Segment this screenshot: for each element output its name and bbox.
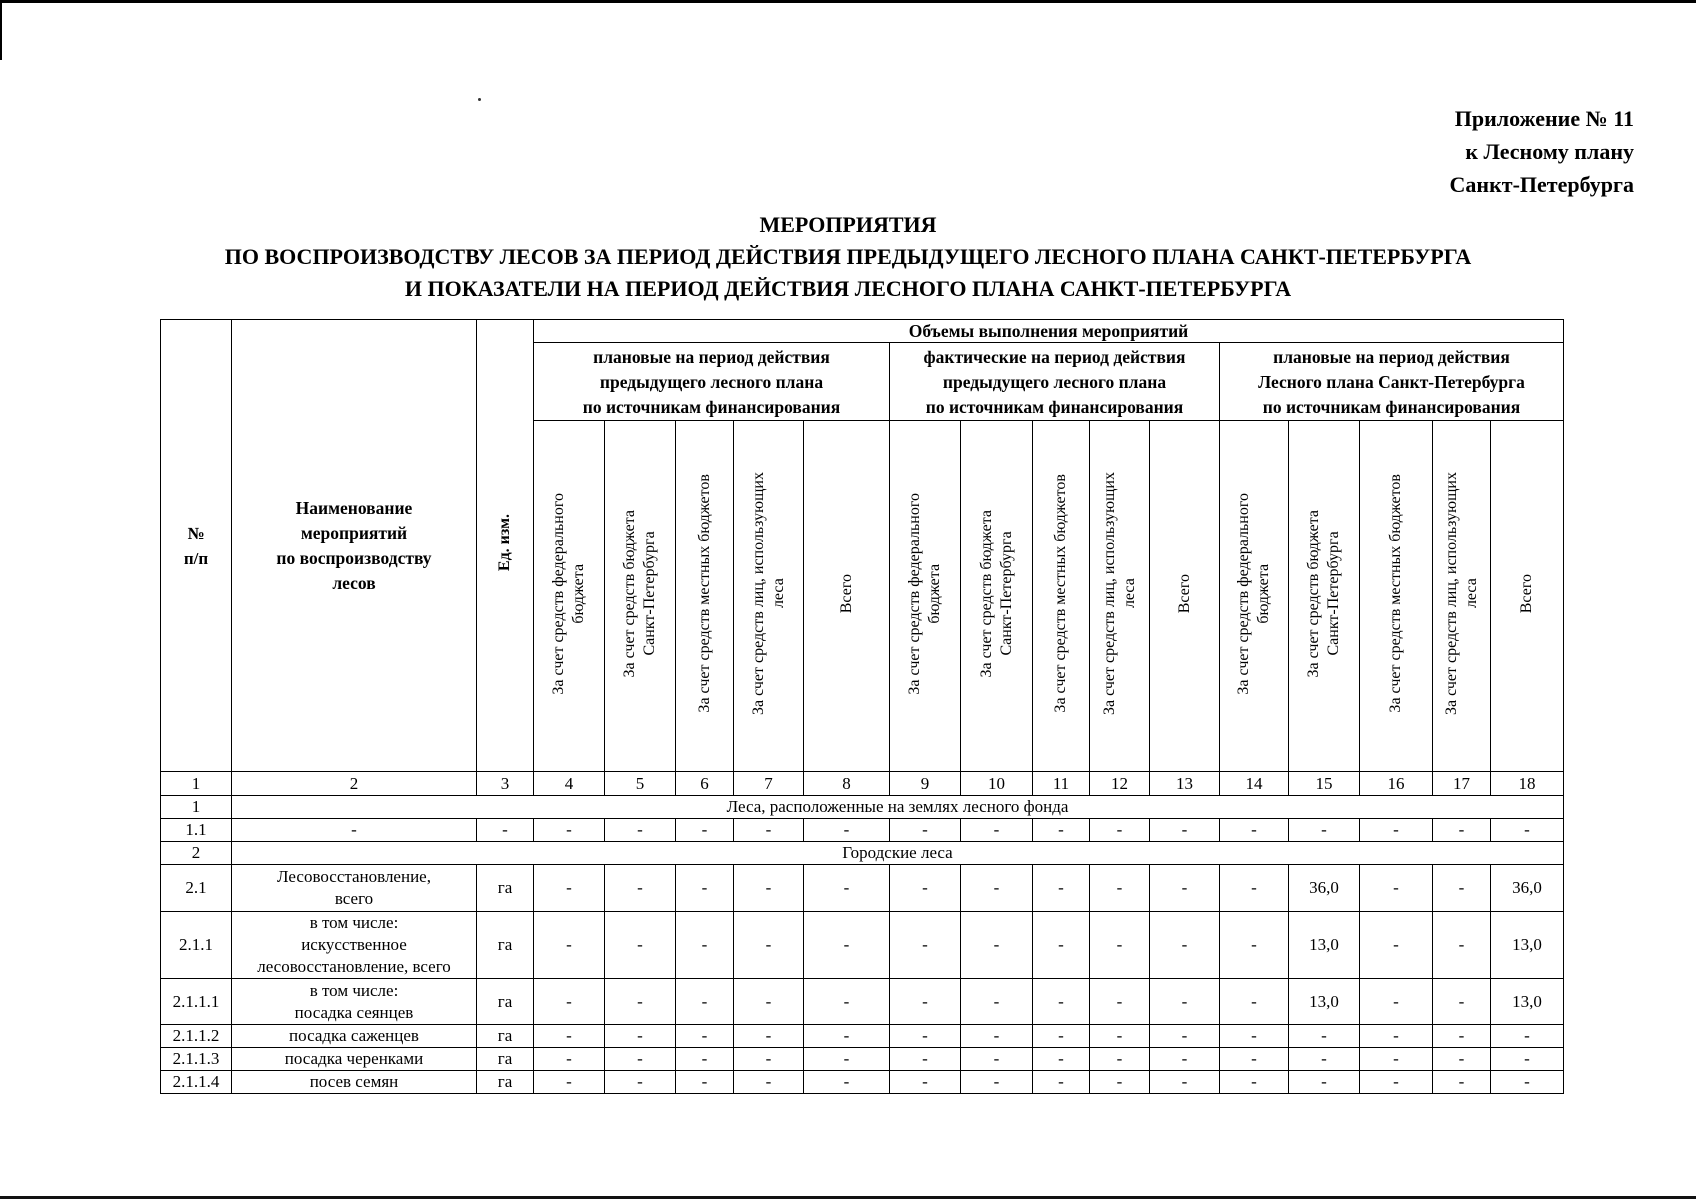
column-number-9: 9 — [890, 772, 961, 796]
subheader-federal-1: За счет средств федерального бюджета — [534, 421, 605, 772]
row-value-col-13: - — [1150, 1071, 1220, 1094]
column-number-16: 16 — [1360, 772, 1433, 796]
row-value-col-4: - — [534, 912, 605, 979]
section-row-forest-fund — [161, 796, 1564, 819]
row-value-col-17: - — [1433, 979, 1491, 1025]
table-row — [161, 979, 1564, 1025]
row-value-col-4: - — [534, 865, 605, 912]
row-value-col-12: - — [1090, 819, 1150, 842]
row-value-col-7: - — [734, 1025, 804, 1048]
row-value-col-13: - — [1150, 979, 1220, 1025]
row-value-col-5: - — [605, 912, 676, 979]
row-number: 2.1.1 — [161, 912, 232, 979]
section-title: Городские леса — [232, 842, 1564, 865]
scan-speck — [478, 98, 481, 101]
header-group-planned-current: плановые на период действия Лесного плана Санкт-Петербурга по источникам финансирования — [1220, 343, 1564, 421]
subheader-local-2: За счет средств местных бюджетов — [1033, 421, 1090, 772]
row-number: 2.1.1.4 — [161, 1071, 232, 1094]
row-value-col-14: - — [1220, 979, 1289, 1025]
row-value-col-6: - — [676, 1071, 734, 1094]
row-value-col-14: - — [1220, 1071, 1289, 1094]
section-number: 2 — [161, 842, 232, 865]
row-measure-name: в том числе: посадка сеянцев — [232, 979, 477, 1025]
row-value-col-15: - — [1289, 1071, 1360, 1094]
row-measure-name: посев семян — [232, 1071, 477, 1094]
table-row — [161, 1048, 1564, 1071]
column-number-1: 1 — [161, 772, 232, 796]
row-value-col-18: 36,0 — [1491, 865, 1564, 912]
row-value-col-13: - — [1150, 1025, 1220, 1048]
row-value-col-7: - — [734, 1071, 804, 1094]
column-number-14: 14 — [1220, 772, 1289, 796]
row-value-col-11: - — [1033, 912, 1090, 979]
row-value-col-10: - — [961, 1071, 1033, 1094]
row-number: 2.1 — [161, 865, 232, 912]
subheader-total-1: Всего — [804, 421, 890, 772]
row-value-col-16: - — [1360, 979, 1433, 1025]
row-unit: га — [477, 979, 534, 1025]
table-row — [161, 912, 1564, 979]
row-measure-name: - — [232, 819, 477, 842]
row-value-col-13: - — [1150, 865, 1220, 912]
row-measure-name: Лесовосстановление, всего — [232, 865, 477, 912]
bottom-border-line — [0, 1196, 1696, 1199]
subheader-local-3: За счет средств местных бюджетов — [1360, 421, 1433, 772]
table-row — [161, 819, 1564, 842]
row-value-col-9: - — [890, 1025, 961, 1048]
row-value-col-11: - — [1033, 819, 1090, 842]
row-value-col-5: - — [605, 979, 676, 1025]
column-number-7: 7 — [734, 772, 804, 796]
subheader-users-2: За счет средств лиц, использующих леса — [1090, 421, 1150, 772]
top-border-line — [0, 0, 1696, 3]
row-value-col-11: - — [1033, 1071, 1090, 1094]
subheader-users-3: За счет средств лиц, использующих леса — [1433, 421, 1491, 772]
column-number-6: 6 — [676, 772, 734, 796]
header-unit-label: Ед. изм. — [496, 514, 513, 572]
column-number-13: 13 — [1150, 772, 1220, 796]
row-value-col-10: - — [961, 1048, 1033, 1071]
row-unit: га — [477, 912, 534, 979]
row-value-col-7: - — [734, 865, 804, 912]
row-value-col-4: - — [534, 819, 605, 842]
row-value-col-17: - — [1433, 1048, 1491, 1071]
row-value-col-13: - — [1150, 912, 1220, 979]
row-value-col-18: - — [1491, 1025, 1564, 1048]
table-row — [161, 1071, 1564, 1094]
table-row — [161, 1025, 1564, 1048]
row-value-col-7: - — [734, 912, 804, 979]
row-value-col-12: - — [1090, 1048, 1150, 1071]
column-number-15: 15 — [1289, 772, 1360, 796]
row-value-col-11: - — [1033, 979, 1090, 1025]
appendix-line-3: Санкт-Петербурга — [1449, 172, 1634, 197]
row-number: 2.1.1.1 — [161, 979, 232, 1025]
subheader-users-1: За счет средств лиц, использующих леса — [734, 421, 804, 772]
section-row-urban-forests — [161, 842, 1564, 865]
table-row — [161, 865, 1564, 912]
column-number-3: 3 — [477, 772, 534, 796]
row-value-col-15: - — [1289, 1048, 1360, 1071]
title-line-2: ПО ВОСПРОИЗВОДСТВУ ЛЕСОВ ЗА ПЕРИОД ДЕЙСТВИЯ ПРЕДЫДУЩЕГО ЛЕСНОГО ПЛАНА САНКТ-ПЕТЕРБУРГА — [224, 244, 1472, 269]
row-unit: га — [477, 1025, 534, 1048]
row-value-col-6: - — [676, 1025, 734, 1048]
subheader-total-2: Всего — [1150, 421, 1220, 772]
row-value-col-4: - — [534, 1025, 605, 1048]
row-value-col-17: - — [1433, 819, 1491, 842]
row-unit: га — [477, 1071, 534, 1094]
row-value-col-12: - — [1090, 912, 1150, 979]
row-value-col-18: - — [1491, 1048, 1564, 1071]
row-measure-name: в том числе: искусственное лесовосстановление, всего — [232, 912, 477, 979]
column-number-17: 17 — [1433, 772, 1491, 796]
header-group-actual-previous: фактические на период действия предыдущего лесного плана по источникам финансирования — [890, 343, 1220, 421]
row-value-col-17: - — [1433, 1071, 1491, 1094]
row-value-col-17: - — [1433, 865, 1491, 912]
subheader-spb-3: За счет средств бюджета Санкт-Петербурга — [1289, 421, 1360, 772]
column-number-row — [161, 772, 1564, 796]
row-value-col-14: - — [1220, 819, 1289, 842]
row-value-col-18: - — [1491, 1071, 1564, 1094]
row-value-col-9: - — [890, 979, 961, 1025]
subheader-federal-3: За счет средств федерального бюджета — [1220, 421, 1289, 772]
appendix-label — [1314, 102, 1634, 201]
row-value-col-15: 13,0 — [1289, 912, 1360, 979]
row-value-col-17: - — [1433, 912, 1491, 979]
row-number: 2.1.1.2 — [161, 1025, 232, 1048]
row-value-col-9: - — [890, 819, 961, 842]
row-value-col-9: - — [890, 912, 961, 979]
row-value-col-14: - — [1220, 1048, 1289, 1071]
row-value-col-5: - — [605, 865, 676, 912]
row-unit: - — [477, 819, 534, 842]
row-value-col-15: - — [1289, 1025, 1360, 1048]
row-value-col-12: - — [1090, 865, 1150, 912]
column-number-5: 5 — [605, 772, 676, 796]
subheader-federal-2: За счет средств федерального бюджета — [890, 421, 961, 772]
row-number: 1.1 — [161, 819, 232, 842]
row-value-col-9: - — [890, 865, 961, 912]
row-unit: га — [477, 1048, 534, 1071]
row-value-col-4: - — [534, 979, 605, 1025]
column-number-2: 2 — [232, 772, 477, 796]
row-value-col-8: - — [804, 1071, 890, 1094]
row-value-col-4: - — [534, 1071, 605, 1094]
row-value-col-12: - — [1090, 1071, 1150, 1094]
row-value-col-11: - — [1033, 1048, 1090, 1071]
column-number-10: 10 — [961, 772, 1033, 796]
measures-table — [160, 319, 1564, 1094]
row-value-col-15: - — [1289, 819, 1360, 842]
header-group-planned-previous: плановые на период действия предыдущего лесного плана по источникам финансирования — [534, 343, 890, 421]
row-value-col-12: - — [1090, 979, 1150, 1025]
row-value-col-18: - — [1491, 819, 1564, 842]
header-volumes: Объемы выполнения мероприятий — [534, 320, 1564, 343]
row-value-col-14: - — [1220, 865, 1289, 912]
row-value-col-8: - — [804, 979, 890, 1025]
row-value-col-11: - — [1033, 1025, 1090, 1048]
appendix-line-2: к Лесному плану — [1465, 139, 1634, 164]
column-number-18: 18 — [1491, 772, 1564, 796]
row-value-col-6: - — [676, 819, 734, 842]
row-value-col-18: 13,0 — [1491, 912, 1564, 979]
row-value-col-8: - — [804, 912, 890, 979]
row-value-col-8: - — [804, 1048, 890, 1071]
row-value-col-10: - — [961, 1025, 1033, 1048]
subheader-spb-1: За счет средств бюджета Санкт-Петербурга — [605, 421, 676, 772]
header-number: № п/п — [161, 320, 232, 772]
row-value-col-8: - — [804, 1025, 890, 1048]
header-measure-name: Наименование мероприятий по воспроизводству лесов — [232, 320, 477, 772]
row-value-col-7: - — [734, 1048, 804, 1071]
left-scan-mark — [0, 0, 2, 60]
column-number-12: 12 — [1090, 772, 1150, 796]
row-value-col-7: - — [734, 819, 804, 842]
row-measure-name: посадка саженцев — [232, 1025, 477, 1048]
row-value-col-15: 13,0 — [1289, 979, 1360, 1025]
row-value-col-18: 13,0 — [1491, 979, 1564, 1025]
row-unit: га — [477, 865, 534, 912]
row-value-col-16: - — [1360, 1025, 1433, 1048]
section-number: 1 — [161, 796, 232, 819]
row-value-col-6: - — [676, 1048, 734, 1071]
row-value-col-17: - — [1433, 1025, 1491, 1048]
row-value-col-5: - — [605, 819, 676, 842]
row-value-col-16: - — [1360, 1071, 1433, 1094]
row-value-col-10: - — [961, 912, 1033, 979]
row-value-col-12: - — [1090, 1025, 1150, 1048]
row-value-col-10: - — [961, 865, 1033, 912]
row-value-col-13: - — [1150, 819, 1220, 842]
column-number-8: 8 — [804, 772, 890, 796]
title-line-3: И ПОКАЗАТЕЛИ НА ПЕРИОД ДЕЙСТВИЯ ЛЕСНОГО ПЛАНА САНКТ-ПЕТЕРБУРГА — [404, 276, 1292, 301]
row-value-col-5: - — [605, 1025, 676, 1048]
row-value-col-16: - — [1360, 865, 1433, 912]
row-value-col-10: - — [961, 819, 1033, 842]
subheader-total-3: Всего — [1491, 421, 1564, 772]
row-number: 2.1.1.3 — [161, 1048, 232, 1071]
header-unit — [477, 320, 534, 772]
document-title — [0, 209, 1696, 305]
row-value-col-4: - — [534, 1048, 605, 1071]
appendix-line-1: Приложение № 11 — [1454, 106, 1634, 131]
row-value-col-16: - — [1360, 912, 1433, 979]
column-number-4: 4 — [534, 772, 605, 796]
row-value-col-5: - — [605, 1048, 676, 1071]
row-value-col-6: - — [676, 912, 734, 979]
row-value-col-8: - — [804, 865, 890, 912]
row-value-col-15: 36,0 — [1289, 865, 1360, 912]
row-value-col-9: - — [890, 1048, 961, 1071]
title-line-1: МЕРОПРИЯТИЯ — [759, 212, 937, 237]
row-value-col-13: - — [1150, 1048, 1220, 1071]
row-value-col-7: - — [734, 979, 804, 1025]
row-value-col-16: - — [1360, 1048, 1433, 1071]
row-value-col-11: - — [1033, 865, 1090, 912]
row-value-col-14: - — [1220, 912, 1289, 979]
row-value-col-14: - — [1220, 1025, 1289, 1048]
row-value-col-10: - — [961, 979, 1033, 1025]
row-value-col-16: - — [1360, 819, 1433, 842]
row-measure-name: посадка черенками — [232, 1048, 477, 1071]
row-value-col-9: - — [890, 1071, 961, 1094]
row-value-col-6: - — [676, 979, 734, 1025]
row-value-col-6: - — [676, 865, 734, 912]
row-value-col-8: - — [804, 819, 890, 842]
section-title: Леса, расположенные на землях лесного фонда — [232, 796, 1564, 819]
subheader-spb-2: За счет средств бюджета Санкт-Петербурга — [961, 421, 1033, 772]
row-value-col-5: - — [605, 1071, 676, 1094]
subheader-local-1: За счет средств местных бюджетов — [676, 421, 734, 772]
column-number-11: 11 — [1033, 772, 1090, 796]
